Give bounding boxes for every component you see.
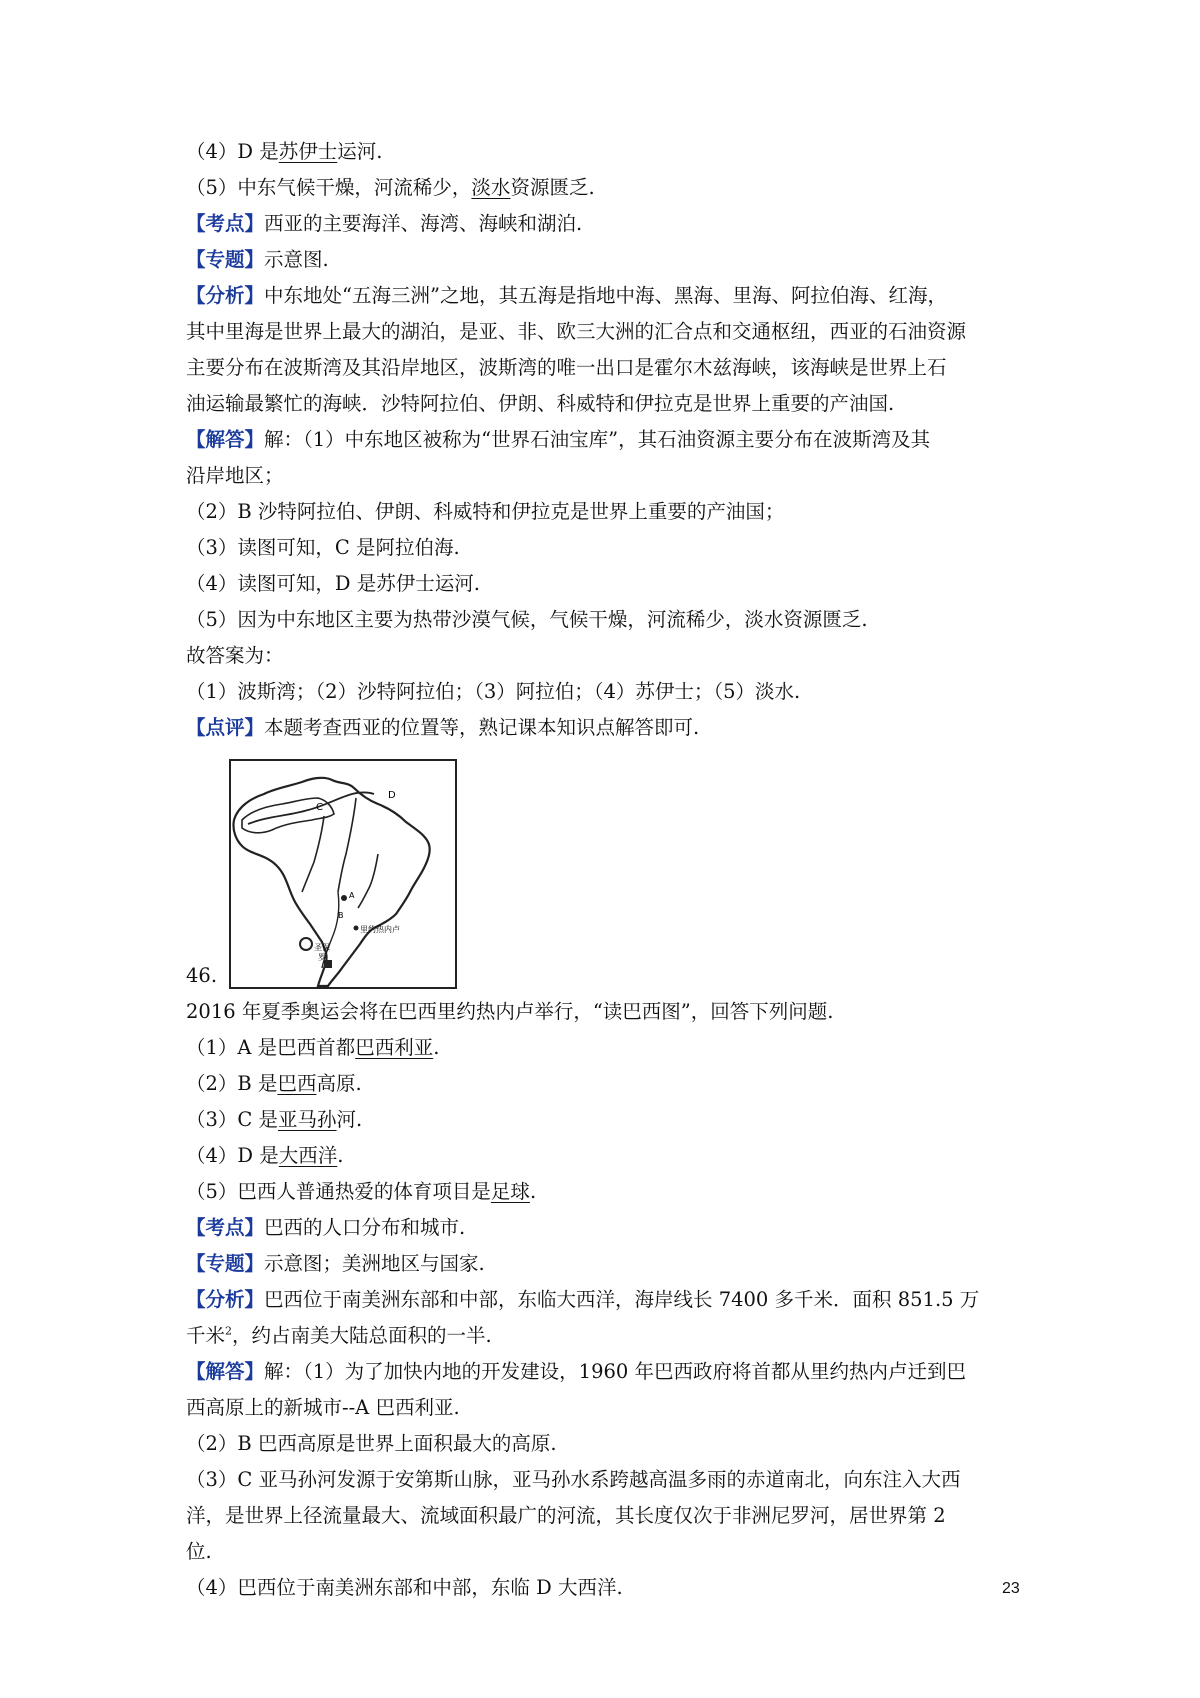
jieda-tag: 【解答】 [186,1360,265,1383]
answer-blank: 巴西利亚 [355,1036,434,1059]
brasilia-marker [341,895,347,901]
text-line: 千米$^2$，约占南美大陆总面积的一半. [186,1324,492,1347]
jieda-line: 【解答】解：（1）为了加快内地的开发建设，1960 年巴西政府将首都从里约热内卢迁到巴 [186,1360,966,1383]
text-line: （3）读图可知，C 是阿拉伯海. [186,536,460,559]
zhuanti-line: 【专题】示意图. [186,248,329,271]
question-line: （1）A 是巴西首都巴西利亚. [186,1036,440,1059]
answer-blank: 大西洋 [278,1144,338,1167]
question-line: （5）巴西人普通热爱的体育项目是足球. [186,1180,537,1203]
zhuanti-line: 【专题】示意图；美洲地区与国家. [186,1252,485,1275]
answer-blank: 巴西 [277,1072,317,1095]
text-line: （2）B 沙特阿拉伯、伊朗、科威特和伊拉克是世界上重要的产油国； [186,500,785,523]
label-rio: 里约热内卢 [360,925,400,934]
rio-marker [354,926,359,931]
answer-section-1 [186,134,1036,746]
jieda-tag: 【解答】 [186,428,265,451]
text-line: （4）读图可知，D 是苏伊士运河. [186,572,480,595]
label-saopaulo-1: 圣保 [314,943,330,952]
brazil-map-figure [228,758,458,990]
text-line: （5）因为中东地区主要为热带沙漠气候，气候干燥，河流稀少，淡水资源匮乏. [186,608,868,631]
text-line: 主要分布在波斯湾及其沿岸地区，波斯湾的唯一出口是霍尔木兹海峡，该海峡是世界上石 [186,356,947,379]
answer-blank: 亚马孙 [278,1108,337,1131]
text-line: 洋，是世界上径流量最大、流域面积最广的河流，其长度仅次于非洲尼罗河，居世界第 2 [186,1504,946,1527]
superscript-2: 2 [225,1324,233,1338]
text-line: （1）波斯湾；（2）沙特阿拉伯；（3）阿拉伯；（4）苏伊士；（5）淡水. [186,680,801,703]
answer-section-2 [186,994,1036,1606]
text-line: 位. [186,1540,212,1563]
question-intro: 2016 年夏季奥运会将在巴西里约热内卢举行，“读巴西图”，回答下列问题. [186,1000,834,1023]
kaodian-tag: 【考点】 [186,212,265,235]
label-b: B [338,911,344,920]
text-line: 故答案为： [186,644,284,667]
text-line: 西高原上的新城市--A 巴西利亚. [186,1396,460,1419]
page-number: 23 [1002,1580,1020,1597]
text-line: （4）巴西位于南美洲东部和中部，东临 D 大西洋. [186,1576,623,1599]
question-line: （3）C 是亚马孙河. [186,1108,363,1131]
text-line: （3）C 亚马孙河发源于安第斯山脉，亚马孙水系跨越高温多雨的赤道南北，向东注入大西 [186,1468,961,1491]
label-a: A [349,891,355,900]
label-d: D [388,790,396,801]
brazil-map-image [228,758,458,990]
question-number: 46. [186,964,218,987]
jieda-line: 【解答】解：（1）中东地区被称为“世界石油宝库”，其石油资源主要分布在波斯湾及其 [186,428,931,451]
text-line: （2）B 巴西高原是世界上面积最大的高原. [186,1432,557,1455]
fenxi-tag: 【分析】 [186,284,265,307]
kaodian-tag: 【考点】 [186,1216,265,1239]
fenxi-line: 【分析】巴西位于南美洲东部和中部，东临大西洋，海岸线长 7400 多千米．面积 851.5 万 [186,1288,980,1311]
answer-blank: 足球 [490,1180,530,1203]
answer-line: （5）中东气候干燥，河流稀少，淡水资源匮乏. [186,176,595,199]
kaodian-line: 【考点】西亚的主要海洋、海湾、海峡和湖泊. [186,212,583,235]
answer-blank: 苏伊士 [278,140,338,163]
dianping-tag: 【点评】 [186,716,265,739]
dianping-line: 【点评】本题考查西亚的位置等，熟记课本知识点解答即可. [186,716,700,739]
label-c: C [316,802,323,813]
question-line: （4）D 是大西洋. [186,1144,344,1167]
zhuanti-tag: 【专题】 [186,1252,265,1275]
answer-blank: 淡水 [471,176,511,199]
kaodian-line: 【考点】巴西的人口分布和城市. [186,1216,466,1239]
text-line: 其中里海是世界上最大的湖泊，是亚、非、欧三大洲的汇合点和交通枢纽，西亚的石油资源 [186,320,967,343]
text-line: 油运输最繁忙的海峡．沙特阿拉伯、伊朗、科威特和伊拉克是世界上重要的产油国. [186,392,895,415]
zhuanti-tag: 【专题】 [186,248,265,271]
fenxi-tag: 【分析】 [186,1288,265,1311]
question-line: （2）B 是巴西高原. [186,1072,362,1095]
text-line: 沿岸地区； [186,464,284,487]
label-saopaulo-2: 罗 [318,953,326,962]
answer-line: （4）D 是苏伊士运河. [186,140,383,163]
fenxi-line: 【分析】中东地处“五海三洲”之地，其五海是指地中海、黑海、里海、阿拉伯海、红海， [186,284,947,307]
